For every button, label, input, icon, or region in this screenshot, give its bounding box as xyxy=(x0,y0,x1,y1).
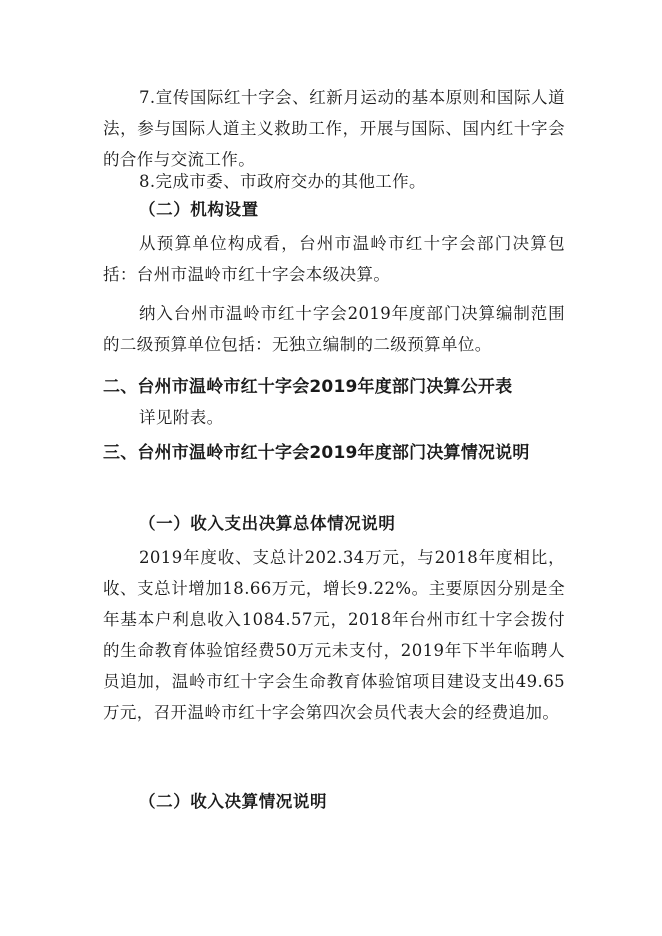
heading-income-expense-overview: （一）收入支出决算总体情况说明 xyxy=(139,514,396,533)
heading-section-two: 二、台州市温岭市红十字会2019年度部门决算公开表 xyxy=(103,377,513,397)
paragraph-org-secondary-units: 纳入台州市温岭市红十字会2019年度部门决算编制范围的二级预算单位包括：无独立编制的二级预算单位。 xyxy=(103,304,565,354)
paragraph-org-composition: 从预算单位构成看，台州市温岭市红十字会部门决算包括：台州市温岭市红十字会本级决算。 xyxy=(103,234,565,284)
heading-org-structure: （二）机构设置 xyxy=(139,200,259,219)
paragraph-income-expense-overview: 2019年度收、支总计202.34万元，与2018年度相比，收、支总计增加18.66万元，增长9.22%。主要原因分别是全年基本户利息收入1084.57元，2018年台州市红十字会拨付的生命教育体验馆经费50万元未支付，2019年下半年临聘人员追加，温岭市红十字会生命教育体验馆项目建设支出49.65万元，召开温岭市红十字会第四次会员代表大会的经费追加。 xyxy=(103,548,565,722)
paragraph-item-7: 7.宣传国际红十字会、红新月运动的基本原则和国际人道法，参与国际人道主义救助工作，开展与国际、国内红十字会的合作与交流工作。 xyxy=(103,88,565,169)
paragraph-see-attached: 详见附表。 xyxy=(139,408,224,427)
heading-income-final-accounts: （二）收入决算情况说明 xyxy=(139,792,328,811)
heading-section-three: 三、台州市温岭市红十字会2019年度部门决算情况说明 xyxy=(103,443,530,463)
paragraph-item-8: 8.完成市委、市政府交办的其他工作。 xyxy=(139,172,426,191)
